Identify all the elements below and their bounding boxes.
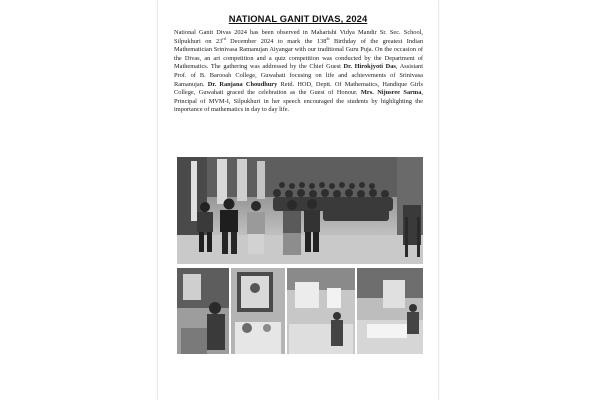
- audience-photo: [177, 157, 423, 264]
- body-text-1: National Ganit Divas 2024 has been observed in Maharishi Vidya Mandir Sr. Sec. School, Silpukhuri on 23: [174, 29, 423, 45]
- event-photo-3: [287, 268, 355, 354]
- principal-name: Mrs. Nijusree Sarma: [360, 89, 422, 97]
- body-text-6: , Principal of MVM-I, Silpukhuri in her speech encouraged the students by highlighting the importance of mathematics in day to day life.: [174, 89, 423, 114]
- body-text-5: Retd. HOD, Deptt. Of Mathematics, Handique Girls College, Guwahati graced the celebration as the Guest of Honour.: [174, 80, 423, 97]
- document-body: [174, 29, 423, 115]
- date-suffix: rd: [222, 35, 226, 41]
- body-text-3: Birthday of the greatest Indian Mathematician Srinivasa Ramanujan Aiyangar with our traditional Guru Puja. On the occasion of the Divas, an art competition and a quiz competition was conducted by the Department of Mathematics. The gathering was addressed by the Chief Guest: [174, 37, 423, 71]
- chief-guest-name: Dr. Hirokjyoti Das: [343, 63, 396, 71]
- birthday-suffix: th: [326, 35, 330, 41]
- body-text-2: December 2024 to mark the 138: [225, 37, 327, 45]
- event-photo-1: [177, 268, 229, 354]
- document-title: NATIONAL GANIT DIVAS, 2024: [228, 13, 368, 24]
- event-photo-4: [357, 268, 423, 354]
- body-text-4: , Assistant Prof. of B. Barooah College, Guwahati focusing on life and achievements of Srinivasa Ramanujan.: [174, 63, 423, 88]
- event-photo-2: [231, 268, 285, 354]
- guest-of-honour-name: Dr. Ranjana Choudhury: [207, 80, 278, 88]
- document-page: [157, 0, 439, 400]
